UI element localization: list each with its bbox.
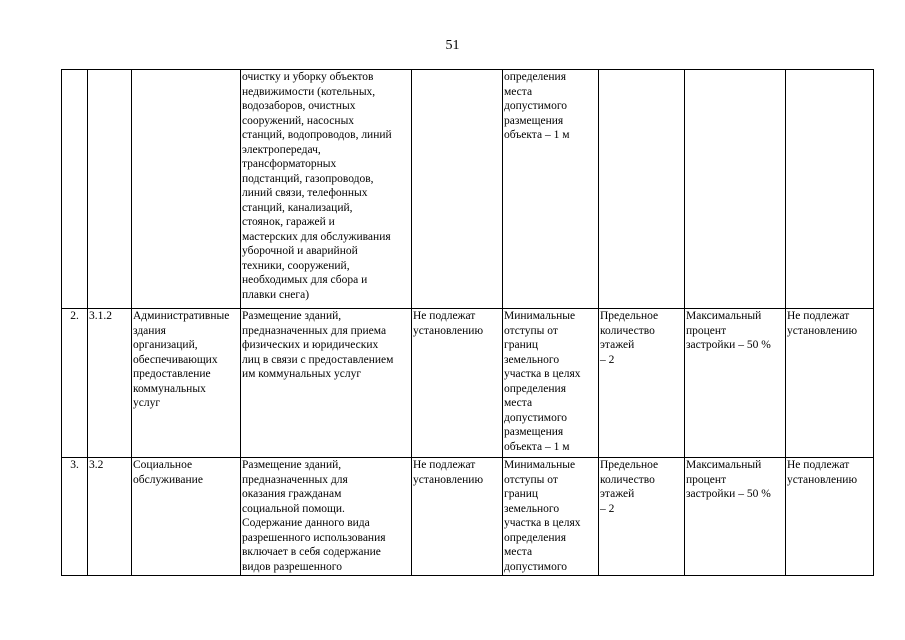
cell-floors <box>599 70 685 309</box>
cell-use-name <box>132 70 241 309</box>
cell-number: 2. <box>62 309 88 458</box>
cell-use-description: Размещение зданий, предназначенных для приема физических и юридических лиц в связи с предоставлением им коммунальных услуг <box>241 309 412 458</box>
table-row <box>62 70 874 309</box>
cell-floors: Предельное количество этажей – 2 <box>599 309 685 458</box>
cell-other: Не подлежат установлению <box>786 458 874 576</box>
cell-use-name: Административные здания организаций, обеспечивающих предоставление коммунальных услуг <box>132 309 241 458</box>
cell-use-description: очистку и уборку объектов недвижимости (котельных, водозаборов, очистных сооружений, насосных станций, водопроводов, линий электропередач, трансформаторных подстанций, газопроводов, линий связи, телефонных станций, канализаций, стоянок, гаражей и мастерских для обслуживания уборочной и аварийной техники, сооружений, необходимых для сбора и плавки снега) <box>241 70 412 309</box>
cell-number <box>62 70 88 309</box>
cell-other <box>786 70 874 309</box>
cell-plot-size <box>412 70 503 309</box>
cell-use-description: Размещение зданий, предназначенных для оказания гражданам социальной помощи. Содержание данного вида разрешенного использования включает в себя содержание видов разрешенного <box>241 458 412 576</box>
table-row <box>62 458 874 576</box>
cell-setbacks: Минимальные отступы от границ земельного участка в целях определения места допустимого <box>503 458 599 576</box>
zoning-table <box>61 69 874 576</box>
cell-setbacks: Минимальные отступы от границ земельного участка в целях определения места допустимого размещения объекта – 1 м <box>503 309 599 458</box>
page-number: 51 <box>445 38 460 53</box>
cell-use-name: Социальное обслуживание <box>132 458 241 576</box>
cell-number: 3. <box>62 458 88 576</box>
cell-coverage <box>685 70 786 309</box>
cell-coverage: Максимальный процент застройки – 50 % <box>685 309 786 458</box>
table-row <box>62 309 874 458</box>
cell-plot-size: Не подлежат установлению <box>412 309 503 458</box>
cell-plot-size: Не подлежат установлению <box>412 458 503 576</box>
cell-coverage: Максимальный процент застройки – 50 % <box>685 458 786 576</box>
cell-code: 3.2 <box>88 458 132 576</box>
cell-code: 3.1.2 <box>88 309 132 458</box>
cell-other: Не подлежат установлению <box>786 309 874 458</box>
cell-floors: Предельное количество этажей – 2 <box>599 458 685 576</box>
cell-code <box>88 70 132 309</box>
cell-setbacks: определения места допустимого размещения объекта – 1 м <box>503 70 599 309</box>
